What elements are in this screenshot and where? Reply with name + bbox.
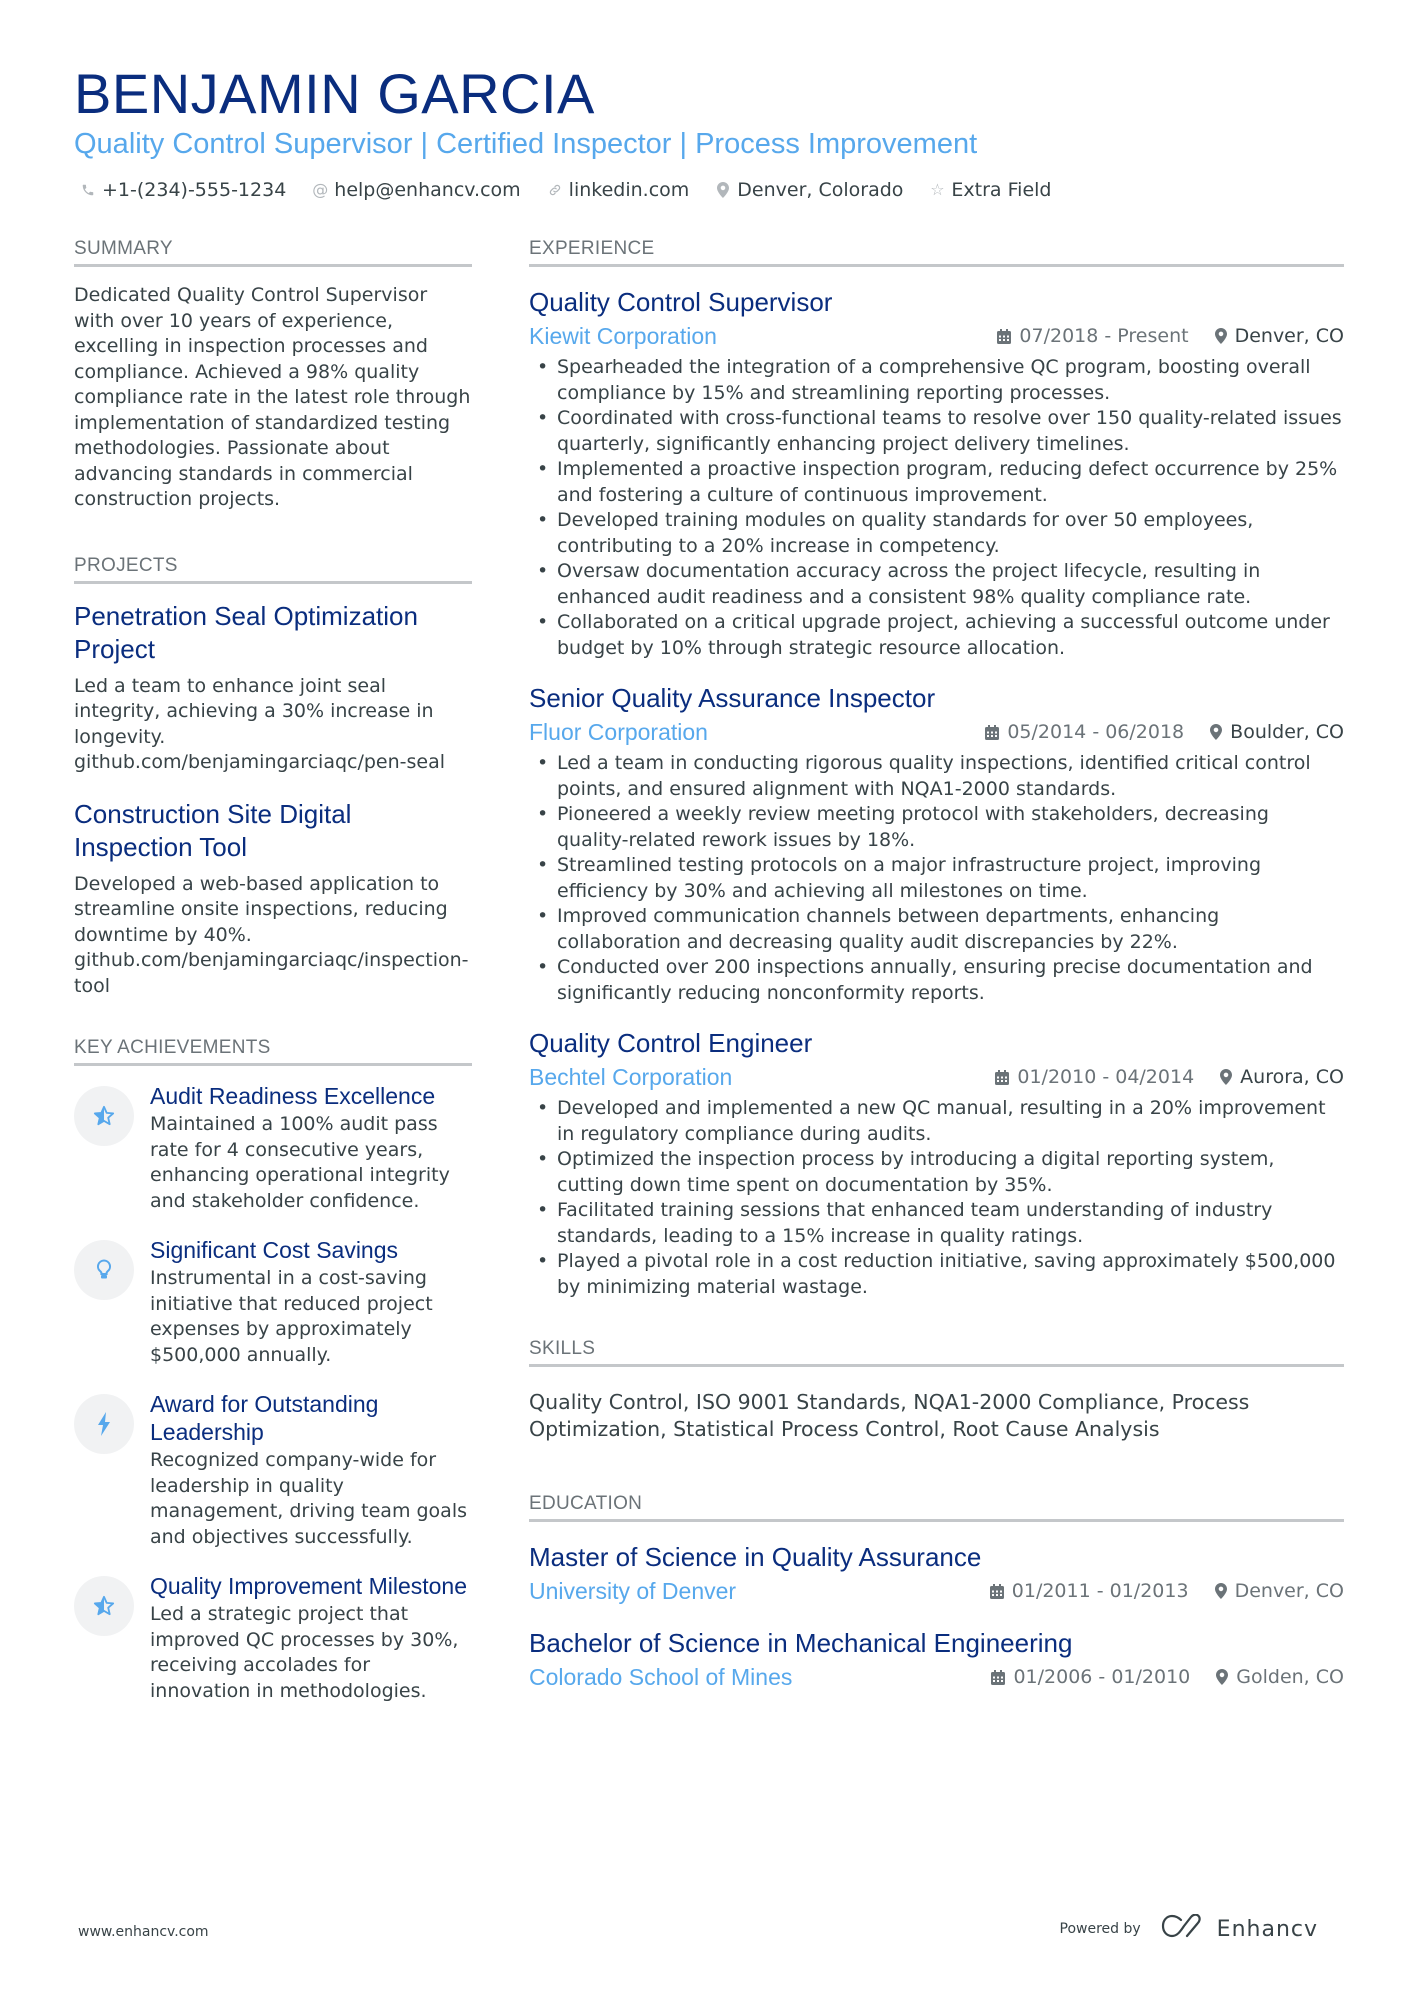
summary-text: Dedicated Quality Control Supervisor with over 10 years of experience, excelling in inspection processes and compliance. Achieved a 98% quality compliance rate in the latest role through implementation of standardized testing methodologies. Passionate about advancing standards in commercial construction projects. xyxy=(74,284,471,510)
achievements-section xyxy=(74,1035,472,1704)
job-bullets xyxy=(529,355,1344,661)
location-icon xyxy=(715,182,731,198)
education-item xyxy=(529,1626,1344,1692)
bullet: • Oversaw documentation accuracy across the project lifecycle, resulting in enhanced audit readiness and a consistent 98% quality compliance rate. xyxy=(529,559,1344,610)
bullet: • Implemented a proactive inspection program, reducing defect occurrence by 25% and fostering a culture of continuous improvement. xyxy=(529,457,1344,508)
section-title-summary: SUMMARY xyxy=(74,236,472,267)
achievement-item xyxy=(74,1082,472,1214)
lightning-icon xyxy=(74,1394,134,1454)
bullet: • Optimized the inspection process by introducing a digital reporting system, cutting down time spent on documentation by 35%. xyxy=(529,1147,1344,1198)
section-title-education: EDUCATION xyxy=(529,1491,1344,1522)
bullet: • Spearheaded the integration of a comprehensive QC program, boosting overall compliance by 15% and streamlining reporting processes. xyxy=(529,355,1344,406)
projects-section xyxy=(74,553,472,1000)
bullet: • Improved communication channels between departments, enhancing collaboration and decreasing quality audit discrepancies by 22%. xyxy=(529,904,1344,955)
location-icon xyxy=(1220,1069,1232,1085)
enhancv-brand-name: Enhancv xyxy=(1216,1916,1318,1942)
skills-section xyxy=(529,1336,1344,1443)
achievement-title: Significant Cost Savings xyxy=(150,1237,399,1263)
school-name: University of Denver xyxy=(529,1578,737,1604)
location-icon xyxy=(1216,1669,1228,1685)
achievement-description: Maintained a 100% audit pass rate for 4 consecutive years, enhancing operational integrity and stakeholder confidence. xyxy=(150,1113,450,1212)
job-bullets xyxy=(529,751,1344,1006)
project-description: Developed a web-based application to streamline onsite inspections, reducing downtime by 40%. xyxy=(74,872,448,946)
achievement-item xyxy=(74,1572,472,1704)
achievement-title: Audit Readiness Excellence xyxy=(150,1083,436,1109)
achievement-item xyxy=(74,1236,472,1368)
location-icon xyxy=(1210,724,1222,740)
bullet: • Facilitated training sessions that enhanced team understanding of industry standards, leading to a 15% increase in quality ratings. xyxy=(529,1198,1344,1249)
job-title: Quality Control Supervisor xyxy=(529,287,833,317)
degree-title: Bachelor of Science in Mechanical Engineering xyxy=(529,1628,1073,1658)
experience-item xyxy=(529,681,1344,1006)
education-dates: 01/2006 - 01/2010 xyxy=(1013,1666,1191,1688)
job-dates: 01/2010 - 04/2014 xyxy=(1017,1066,1195,1088)
project-link[interactable]: github.com/benjamingarciaqc/inspection-tool xyxy=(74,949,469,997)
candidate-name: BENJAMIN GARCIA xyxy=(74,62,595,125)
achievement-title: Award for Outstanding Leadership xyxy=(150,1391,379,1445)
achievement-title: Quality Improvement Milestone xyxy=(150,1573,468,1599)
project-item xyxy=(74,600,472,776)
project-link[interactable]: github.com/benjamingarciaqc/pen-seal xyxy=(74,751,446,773)
job-dates: 05/2014 - 06/2018 xyxy=(1007,721,1185,743)
job-dates: 07/2018 - Present xyxy=(1019,325,1189,347)
contact-bar xyxy=(80,177,1051,203)
contact-phone[interactable] xyxy=(80,177,286,203)
summary-section xyxy=(74,236,472,513)
contact-email-text: help@enhancv.com xyxy=(334,179,521,201)
calendar-icon xyxy=(995,1070,1009,1085)
project-item xyxy=(74,798,472,1000)
job-location: Aurora, CO xyxy=(1240,1066,1344,1088)
company-name: Bechtel Corporation xyxy=(529,1064,733,1090)
right-column xyxy=(529,236,1344,1706)
school-name: Colorado School of Mines xyxy=(529,1664,793,1690)
bullet: • Conducted over 200 inspections annually, ensuring precise documentation and significantly reducing nonconformity reports. xyxy=(529,955,1344,1006)
education-section xyxy=(529,1491,1344,1692)
achievement-description: Led a strategic project that improved QC processes by 30%, receiving accolades for innovation in methodologies. xyxy=(150,1603,459,1702)
achievement-item xyxy=(74,1390,472,1550)
job-bullets xyxy=(529,1096,1344,1300)
degree-title: Master of Science in Quality Assurance xyxy=(529,1542,982,1572)
project-description: Led a team to enhance joint seal integrity, achieving a 30% increase in longevity. xyxy=(74,674,434,748)
candidate-tagline: Quality Control Supervisor | Certified Inspector | Process Improvement xyxy=(74,128,978,160)
calendar-icon xyxy=(990,1584,1004,1599)
education-item xyxy=(529,1540,1344,1606)
job-location: Boulder, CO xyxy=(1230,721,1344,743)
achievement-description: Instrumental in a cost-saving initiative that reduced project expenses by approximately $500,000 annually. xyxy=(150,1267,433,1366)
experience-item xyxy=(529,285,1344,661)
bullet: • Collaborated on a critical upgrade project, achieving a successful outcome under budget by 10% through strategic resource allocation. xyxy=(529,610,1344,661)
section-title-experience: EXPERIENCE xyxy=(529,236,1344,267)
skills-text: Quality Control, ISO 9001 Standards, NQA1-2000 Compliance, Process Optimization, Statistical Process Control, Root Cause Analysis xyxy=(529,1390,1250,1441)
bullet: • Streamlined testing protocols on a major infrastructure project, improving efficiency by 30% and achieving all milestones on time. xyxy=(529,853,1344,904)
contact-extra-text: Extra Field xyxy=(951,179,1052,201)
left-column xyxy=(74,236,472,1726)
bullet: • Led a team in conducting rigorous quality inspections, identified critical control points, and ensured alignment with NQA1-2000 standards. xyxy=(529,751,1344,802)
bullet: • Played a pivotal role in a cost reduction initiative, saving approximately $500,000 by minimizing material wastage. xyxy=(529,1249,1344,1300)
education-location: Denver, CO xyxy=(1234,1580,1344,1602)
bullet: • Coordinated with cross-functional teams to resolve over 150 quality-related issues quarterly, significantly enhancing project delivery timelines. xyxy=(529,406,1344,457)
star-icon xyxy=(74,1576,134,1636)
contact-phone-text: +1-(234)-555-1234 xyxy=(102,179,287,201)
calendar-icon xyxy=(985,725,999,740)
education-location: Golden, CO xyxy=(1236,1666,1344,1688)
achievement-description: Recognized company-wide for leadership in quality management, driving team goals and objectives successfully. xyxy=(150,1449,468,1548)
link-icon xyxy=(547,183,563,197)
enhancv-logo-icon xyxy=(1161,1914,1207,1944)
contact-linkedin[interactable] xyxy=(547,177,690,203)
contact-email[interactable] xyxy=(312,177,520,203)
job-title: Senior Quality Assurance Inspector xyxy=(529,683,936,713)
company-name: Fluor Corporation xyxy=(529,719,708,745)
star-icon: ☆ xyxy=(930,180,945,199)
company-name: Kiewit Corporation xyxy=(529,323,717,349)
lightbulb-icon xyxy=(74,1240,134,1300)
at-icon: @ xyxy=(312,180,329,199)
phone-icon xyxy=(80,183,96,197)
calendar-icon xyxy=(991,1670,1005,1685)
powered-by-label: Powered by xyxy=(1059,1921,1141,1937)
contact-extra xyxy=(929,177,1051,203)
project-title: Penetration Seal Optimization Project xyxy=(74,600,418,664)
footer-branding[interactable] xyxy=(1060,1914,1318,1944)
calendar-icon xyxy=(997,329,1011,344)
contact-linkedin-text: linkedin.com xyxy=(568,179,690,201)
contact-location-text: Denver, Colorado xyxy=(737,179,904,201)
education-dates: 01/2011 - 01/2013 xyxy=(1011,1580,1189,1602)
experience-section xyxy=(529,236,1344,1300)
star-icon xyxy=(74,1086,134,1146)
section-title-projects: PROJECTS xyxy=(74,553,472,584)
job-title: Quality Control Engineer xyxy=(529,1028,813,1058)
footer-website-link[interactable]: www.enhancv.com xyxy=(78,1924,209,1940)
bullet: • Developed and implemented a new QC manual, resulting in a 20% improvement in regulatory compliance during audits. xyxy=(529,1096,1344,1147)
location-icon xyxy=(1215,328,1227,344)
project-title: Construction Site Digital Inspection Tool xyxy=(74,798,352,862)
experience-item xyxy=(529,1026,1344,1300)
location-icon xyxy=(1215,1583,1227,1599)
contact-location xyxy=(715,177,903,203)
bullet: • Developed training modules on quality standards for over 50 employees, contributing to a 20% increase in competency. xyxy=(529,508,1344,559)
section-title-skills: SKILLS xyxy=(529,1336,1344,1367)
job-location: Denver, CO xyxy=(1234,325,1344,347)
section-title-achievements: KEY ACHIEVEMENTS xyxy=(74,1035,472,1066)
bullet: • Pioneered a weekly review meeting protocol with stakeholders, decreasing quality-related rework issues by 18%. xyxy=(529,802,1344,853)
